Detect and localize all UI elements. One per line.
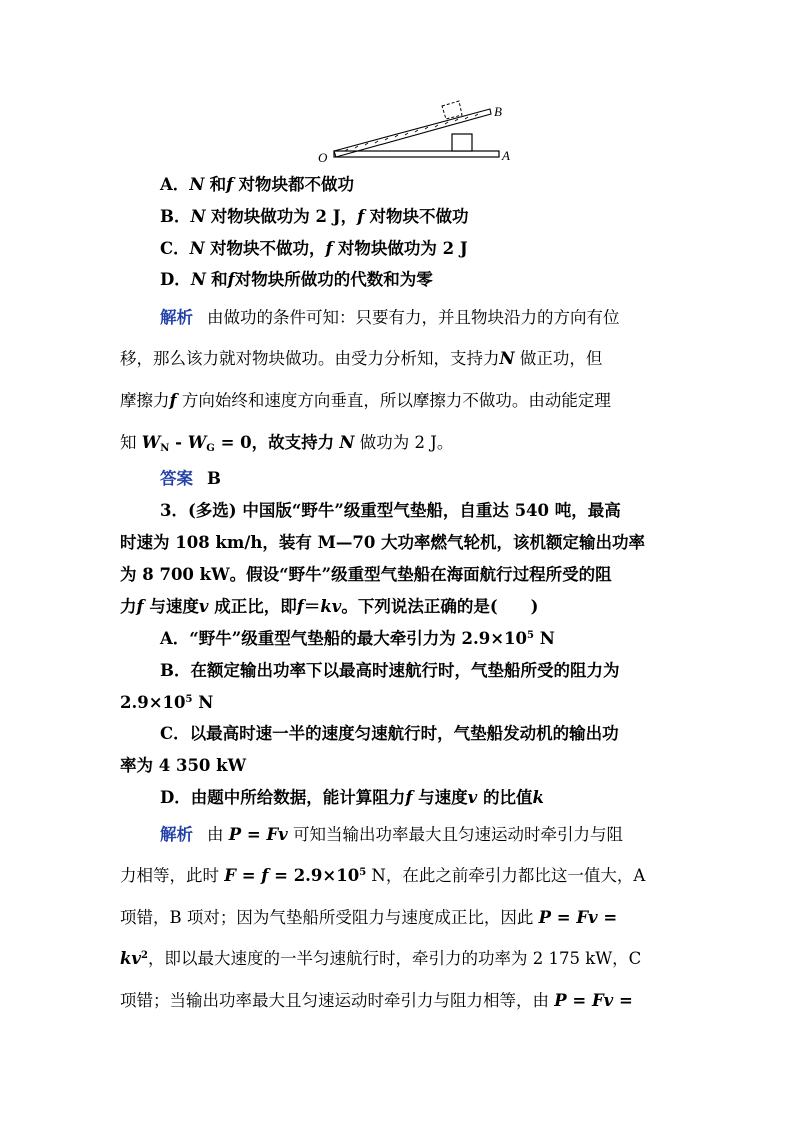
q3-analysis-line-3: 项错，B 项对；因为气垫船所受阻力与速度成正比，因此 P = Fv = xyxy=(120,908,618,927)
q3-analysis-line-2: 力相等，此时 $F = f = 2.9\times 10^5$ N，在此之前牵引力都比这一值大，A xyxy=(120,866,646,885)
q2-analysis-line-3: 摩擦力f 方向始终和速度方向垂直，所以摩擦力不做功。由动能定理 xyxy=(120,391,611,410)
q3-stem-line-2: 时速为 108 km/h，装有 M—70 大功率燃气轮机，该机额定输出功率 xyxy=(120,533,646,552)
horizontal-plank xyxy=(334,151,499,157)
incline-figure xyxy=(0,0,794,170)
label-A: A xyxy=(502,148,510,163)
q3-option-a: A．“野牛”级重型气垫船的最大牵引力为 $2.9\times 10^5$ N xyxy=(160,629,555,648)
analysis-tag: 解析 xyxy=(160,308,193,327)
answer-value: B xyxy=(207,469,221,488)
q3-option-c-line-1: C．以最高时速一半的速度匀速航行时，气垫船发动机的输出功 xyxy=(160,724,619,743)
q3-option-b-line-1: B．在额定输出功率下以最高时速航行时，气垫船所受的阻力为 xyxy=(160,661,620,680)
q3-stem-line-4: 力f 与速度v 成正比，即f＝kv。下列说法正确的是( ) xyxy=(120,597,539,616)
q3-analysis-line-1: 解析 由 P = Fv 可知当输出功率最大且匀速运动时牵引力与阻 xyxy=(160,825,624,844)
q2-option-c: C．N 对物块不做功，f 对物块做功为 2 J xyxy=(160,239,468,258)
q2-answer xyxy=(160,467,221,491)
block-dashed-position xyxy=(442,101,462,119)
q3-option-d: D．由题中所给数据，能计算阻力f 与速度v 的比值k xyxy=(160,788,544,807)
block-on-plank xyxy=(452,134,472,151)
q2-option-a: A．N 和f 对物块都不做功 xyxy=(160,175,355,194)
q3-analysis-line-5: 项错；当输出功率最大且匀速运动时牵引力与阻力相等，由 P = Fv = xyxy=(120,991,633,1010)
q2-option-b: B．N 对物块做功为 2 J，f 对物块不做功 xyxy=(160,207,469,226)
q2-analysis-line-2: 移，那么该力就对物块做功。由受力分析知，支持力N 做正功，但 xyxy=(120,349,603,368)
q3-analysis-line-4: $kv^2$，即以最大速度的一半匀速航行时，牵引力的功率为 2 175 kW，C xyxy=(120,949,642,968)
analysis-tag-q3: 解析 xyxy=(160,825,193,844)
q3-stem-line-3: 为 8 700 kW。假设“野牛”级重型气垫船在海面航行过程所受的阻 xyxy=(120,565,612,584)
answer-tag: 答案 xyxy=(160,469,193,488)
q2-analysis-line-1: 解析 由做功的条件可知：只要有力，并且物块沿力的方向有位 xyxy=(160,308,620,327)
q3-option-c-line-2: 率为 4 350 kW xyxy=(120,756,247,775)
label-B: B xyxy=(494,104,502,119)
q3-option-b-line-2: $2.9\times 10^5$ N xyxy=(120,693,214,712)
label-O: O xyxy=(318,150,328,165)
q3-stem-line-1: 3．(多选) 中国版“野牛”级重型气垫船，自重达 540 吨，最高 xyxy=(160,501,621,520)
q2-option-d: D．N 和f对物块所做功的代数和为零 xyxy=(160,270,433,289)
q2-analysis-line-4: 知 $W_N - W_G = 0$，故支持力 N 做功为 2 J。 xyxy=(120,433,454,454)
